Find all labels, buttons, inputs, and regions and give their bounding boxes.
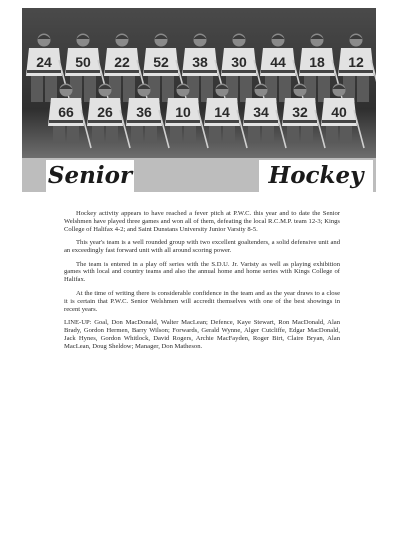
- player-leg: [248, 126, 260, 142]
- jersey-stripe: [205, 120, 239, 123]
- jersey-number: 22: [114, 54, 130, 70]
- jersey-stripe: [166, 120, 200, 123]
- jersey-stripe: [49, 120, 83, 123]
- jersey-number: 50: [75, 54, 91, 70]
- heading-senior: Senior: [46, 160, 134, 192]
- jersey-number: 32: [292, 104, 308, 120]
- jersey-number: 52: [153, 54, 169, 70]
- jersey-stripe: [222, 70, 256, 73]
- jersey-number: 10: [175, 104, 191, 120]
- player-leg: [145, 126, 157, 142]
- player-leg: [209, 126, 221, 142]
- player-leg: [357, 76, 369, 102]
- article-paragraph-lineup: LINE-UP: Goal, Don MacDonald, Walter MacLean; Defence, Kaye Stewart, Ron MacDonald, Alan Brady, Gordon Hermen, Barry Wilson; Forwards, Gerald Wynne, Alger Cutcliffe, Edgar MacDonald, Jack Hynes, Gordon Whitlock, David Rogers, Archie MacFayden, Roger Birt, Claire Bryan, Alan MacLean, Doug Sheldow; Manager, Don Matheson.: [64, 318, 340, 350]
- jersey-number: 34: [253, 104, 269, 120]
- article-paragraph-outlook: At the time of writing there is considerable confidence in the team and as the year draws to a close it is certain that P.W.C. Senior Welshmen will accredit themselves with one of the best showings in recent years.: [64, 289, 340, 313]
- jersey-stripe: [66, 70, 100, 73]
- player-leg: [326, 126, 338, 142]
- article-paragraph-intro: Hockey activity appears to have reached a fever pitch at P.W.C. this year and to date the Senior Welshmen have played three games and won all of them, defeating the local R.C.M.P. team 12-3; Kings College of Halifax 4-2; and Saint Dunstans University Junior Varsity 8-5.: [64, 210, 340, 233]
- player-leg: [67, 126, 79, 142]
- jersey-number: 12: [348, 54, 364, 70]
- jersey-stripe: [88, 120, 122, 123]
- jersey-stripe: [261, 70, 295, 73]
- player-leg: [31, 76, 43, 102]
- jersey-number: 14: [214, 104, 230, 120]
- article-body: [64, 210, 340, 356]
- jersey-stripe: [105, 70, 139, 73]
- player-leg: [184, 126, 196, 142]
- jersey-number: 24: [36, 54, 52, 70]
- article-paragraph-schedule: The team is entered in a play off series with the S.D.U. Jr. Varisty as well as playing exhibition games with local and country teams and also the annual home and home series with Kings College of Halifax.: [64, 260, 340, 284]
- jersey-number: 40: [331, 104, 347, 120]
- jersey-stripe: [283, 120, 317, 123]
- jersey-stripe: [27, 70, 61, 73]
- jersey-stripe: [339, 70, 373, 73]
- jersey-stripe: [144, 70, 178, 73]
- jersey-stripe: [127, 120, 161, 123]
- jersey-stripe: [322, 120, 356, 123]
- jersey-number: 44: [270, 54, 286, 70]
- player-leg: [287, 126, 299, 142]
- jersey-stripe: [244, 120, 278, 123]
- article-paragraph-team: This year's team is a well rounded group with two excellent goaltenders, a solid defensive unit and an exceedingly fast forward unit with all around scoring power.: [64, 239, 340, 255]
- heading-hockey: Hockey: [259, 160, 373, 192]
- jersey-number: 26: [97, 104, 113, 120]
- player-leg: [223, 126, 235, 142]
- jersey-stripe: [300, 70, 334, 73]
- player-leg: [340, 126, 352, 142]
- jersey-number: 30: [231, 54, 247, 70]
- player-leg: [262, 126, 274, 142]
- player-leg: [53, 126, 65, 142]
- player-leg: [170, 126, 182, 142]
- jersey-number: 18: [309, 54, 325, 70]
- jersey-number: 36: [136, 104, 152, 120]
- player-leg: [92, 126, 104, 142]
- player-leg: [106, 126, 118, 142]
- player-leg: [131, 126, 143, 142]
- jersey-number: 66: [58, 104, 74, 120]
- jersey-number: 38: [192, 54, 208, 70]
- jersey-stripe: [183, 70, 217, 73]
- player-leg: [301, 126, 313, 142]
